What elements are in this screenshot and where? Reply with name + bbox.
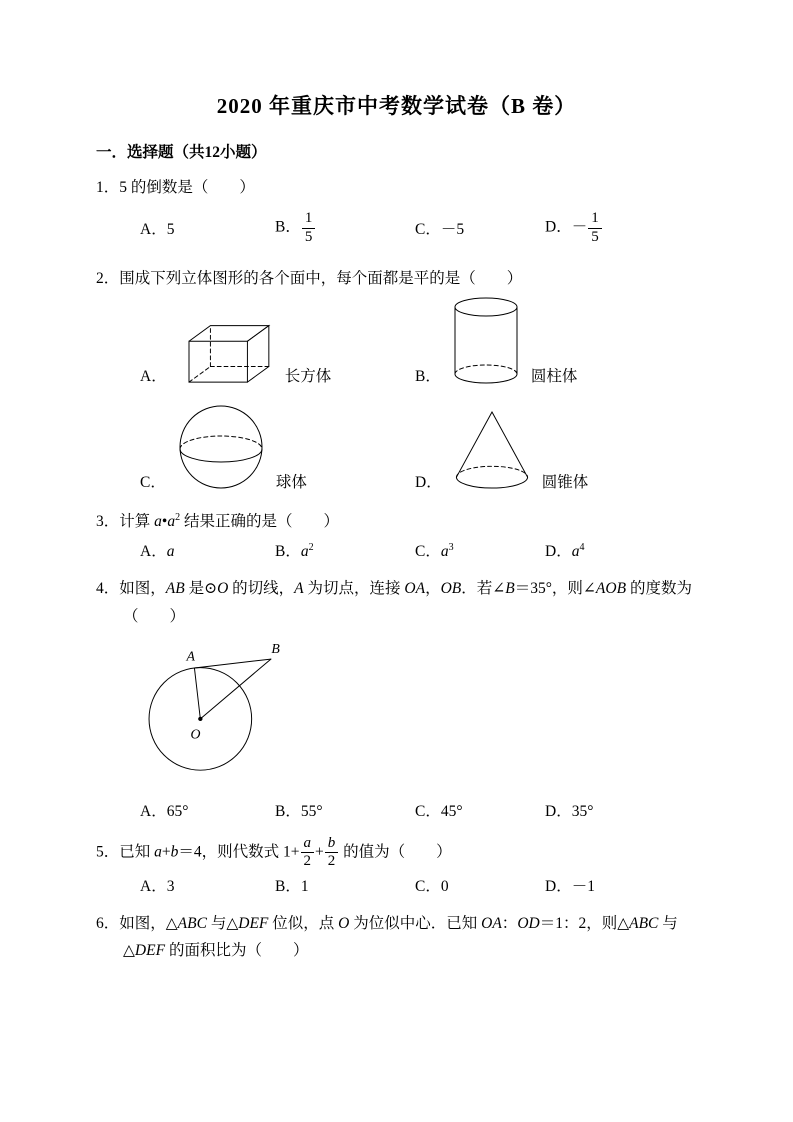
text-run: D． (545, 543, 572, 561)
question-2-stem (96, 265, 697, 292)
question-2 (96, 265, 697, 492)
question-1-stem (96, 174, 697, 201)
text-run: 为位似中心．已知 (349, 915, 482, 933)
page-title: 2020 年重庆市中考数学试卷（B 卷） (216, 94, 577, 118)
text-run: D．－ (545, 218, 588, 236)
text-run: ， (425, 580, 441, 598)
option-c (415, 799, 545, 821)
text-run: 与△ (206, 915, 239, 933)
option-b (275, 210, 415, 246)
text-run: 5．已知 (96, 842, 155, 860)
question-4-stem (96, 575, 697, 629)
text-run: 的度数为（ ） (123, 580, 692, 625)
text-run: ．若∠ (461, 580, 506, 598)
point-a-label: A (186, 648, 195, 664)
point-o-label: O (190, 726, 201, 742)
figure-cell-a (140, 312, 415, 386)
option-a (140, 539, 275, 561)
superscript: 2 (175, 512, 181, 524)
math-var: OD (517, 915, 540, 933)
text-run: A．5 (140, 221, 175, 239)
question-1-options (140, 205, 697, 251)
text-run: C．45° (415, 802, 463, 820)
option-d (545, 799, 697, 821)
math-var: a (167, 513, 176, 531)
text-run: ＝4，则代数式 1+ (178, 842, 300, 860)
text-run: D．35° (545, 802, 594, 820)
option-d (545, 210, 697, 246)
math-var: a (571, 543, 580, 561)
text-run: 与△ (123, 915, 678, 960)
math-var: O (217, 580, 229, 598)
text-run: B．55° (275, 802, 323, 820)
question-5 (96, 835, 697, 897)
text-run: 的面积比为（ ） (165, 942, 309, 960)
math-var: OA (404, 580, 426, 598)
text-run: + (161, 842, 171, 860)
fraction: $\frac{a}{2}$ (301, 835, 315, 871)
math-var: a (154, 513, 162, 531)
text-run: B． (275, 218, 301, 236)
question-3 (96, 508, 697, 561)
text-run: ＝1：2，则△ (539, 915, 630, 933)
text-run: C．－5 (415, 221, 465, 239)
text-run: 2．围成下列立体图形的各个面中，每个面都是平的是（ ） (96, 270, 523, 288)
question-4 (96, 575, 697, 820)
superscript: 3 (448, 542, 454, 554)
figure-b-name: 圆柱体 (530, 367, 578, 385)
text-run: A．3 (140, 878, 175, 896)
option-c (415, 539, 545, 561)
figure-a-label: A． (140, 367, 167, 385)
math-var: AB (165, 580, 185, 598)
cone-figure (452, 408, 532, 492)
text-run: 的值为（ ） (339, 842, 452, 860)
text-run: B． (275, 543, 301, 561)
question-3-options (140, 539, 697, 561)
text-run: 1．5 的倒数是（ ） (96, 179, 255, 196)
figure-c-label: C． (140, 473, 166, 491)
text-run: • (161, 513, 168, 531)
question-3-stem (96, 508, 697, 535)
figure-c-name: 球体 (275, 473, 307, 491)
option-c (415, 874, 545, 896)
text-run: 位似，点 (268, 915, 339, 933)
math-var: B (505, 580, 515, 598)
superscript: 4 (579, 542, 585, 554)
cuboid-figure (177, 312, 275, 386)
point-b-label: B (271, 640, 280, 656)
text-run: ： (501, 915, 518, 933)
figure-d-label: D． (415, 473, 442, 491)
text-run: D．－1 (545, 878, 595, 896)
question-6 (96, 910, 697, 964)
math-var: A (294, 580, 304, 598)
math-var: DEF (134, 942, 166, 960)
option-c (415, 217, 545, 239)
option-b (275, 799, 415, 821)
text-run: 的切线， (228, 580, 295, 598)
option-d (545, 539, 697, 561)
fraction: $\frac{1}{5}$ (588, 210, 602, 246)
text-run: 4．如图， (96, 580, 166, 598)
math-var: a (300, 543, 309, 561)
cylinder-figure (451, 296, 521, 386)
figure-a-name: 长方体 (284, 367, 332, 385)
math-var: ABC (177, 915, 207, 933)
math-var: a (166, 543, 175, 561)
text-run: A．65° (140, 802, 189, 820)
question-5-options (140, 874, 697, 896)
text-run: ＝35°，则∠ (514, 580, 596, 598)
math-var: DEF (238, 915, 269, 933)
text-run: 为切点，连接 (303, 580, 405, 598)
fraction: $\frac{b}{2}$ (325, 835, 339, 871)
question-1 (96, 174, 697, 251)
text-run: B．1 (275, 878, 309, 896)
option-b (275, 874, 415, 896)
text-run: C．0 (415, 878, 449, 896)
math-var: b (170, 842, 179, 860)
question-4-options (140, 799, 697, 821)
text-run: 结果正确的是（ ） (180, 513, 339, 531)
math-var: O (338, 915, 350, 933)
text-run: C． (415, 543, 441, 561)
math-var: a (154, 842, 162, 860)
question-5-stem (96, 835, 697, 871)
option-b (275, 539, 415, 561)
option-a (140, 799, 275, 821)
fraction: $\frac{1}{5}$ (302, 210, 316, 246)
sphere-figure (176, 402, 266, 492)
math-var: OA (481, 915, 502, 933)
figure-row-2 (140, 402, 697, 492)
text-run: 是⊙ (184, 580, 218, 598)
option-a (140, 217, 275, 239)
figure-row-1 (140, 296, 697, 386)
figure-cell-d (415, 408, 588, 492)
text-run: A． (140, 543, 167, 561)
section-heading: 一．选择题（共12小题） (96, 144, 267, 161)
math-var: OB (440, 580, 462, 598)
math-var: ABC (629, 915, 659, 933)
question-6-stem (96, 910, 697, 964)
figure-cell-b (415, 296, 577, 386)
math-var: AOB (595, 580, 627, 598)
text-run: 3．计算 (96, 513, 155, 531)
figure-cell-c (140, 402, 415, 492)
option-d (545, 874, 697, 896)
figure-b-label: B． (415, 367, 441, 385)
math-var: a (440, 543, 449, 561)
option-a (140, 874, 275, 896)
figure-d-name: 圆锥体 (541, 473, 589, 491)
superscript: 2 (308, 542, 314, 554)
text-run: + (315, 842, 324, 860)
tangent-circle-figure (138, 636, 313, 784)
text-run: 6．如图，△ (96, 915, 178, 933)
